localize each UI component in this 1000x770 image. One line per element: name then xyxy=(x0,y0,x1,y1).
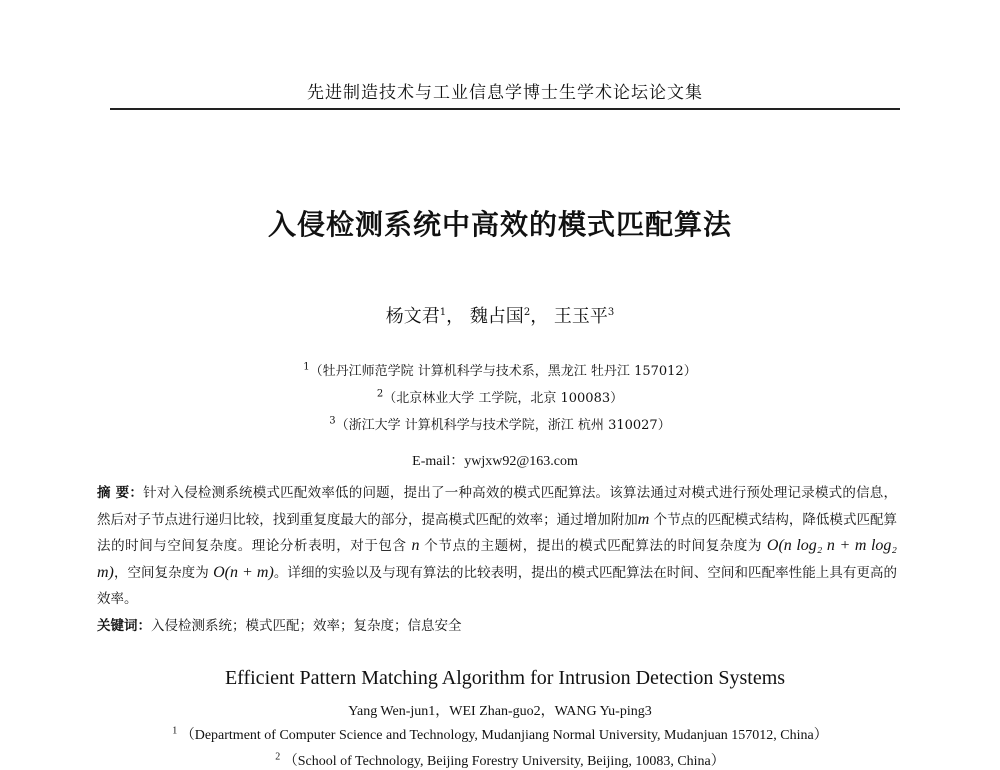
keywords xyxy=(97,614,897,634)
abstract xyxy=(97,480,897,613)
affiliation-mark: 2 xyxy=(275,751,281,763)
affiliation-text: （浙江大学 计算机科学与技术学院，浙江 杭州 310027） xyxy=(335,418,671,433)
author-list: 杨文君$^1$， 魏占国$^2$， 王玉平$^3$ xyxy=(385,306,615,327)
affiliation xyxy=(0,414,1000,433)
abstract-text: 个节点的主题树，提出的模式匹配算法的时间复杂度为 xyxy=(419,538,767,554)
abstract-text: ，空间复杂度为 xyxy=(113,564,214,581)
math-variable: m xyxy=(637,510,650,528)
math-variable: n xyxy=(411,537,420,554)
author-affiliation-mark: 1 xyxy=(439,307,447,318)
header-divider xyxy=(110,108,900,110)
keywords-text: 入侵检测系统；模式匹配；效率；复杂度；信息安全 xyxy=(151,618,462,634)
keywords-label: 关键词： xyxy=(97,618,151,634)
author-affiliation-mark: 3 xyxy=(607,307,615,318)
english-author-list: Yang Wen-jun1，WEI Zhan-guo2，WANG Yu-ping3 xyxy=(348,704,652,719)
affiliation-text: （牡丹江师范学院 计算机科学与技术系，黑龙江 牡丹江 157012） xyxy=(309,364,697,379)
author-name: 魏占国 xyxy=(469,306,524,327)
english-affiliation xyxy=(0,724,1000,744)
running-header: 先进制造技术与工业信息学博士生学术论坛论文集 xyxy=(307,83,703,103)
abstract-text: 。详细的实验以及与现有算法的比较表明，提出的模式匹配算法在时间、空间和匹配率性能上具有更高的效率。 xyxy=(97,564,898,607)
affiliation-mark: 3 xyxy=(329,415,336,427)
abstract-text: 个节点的匹配模式结构，降低模式匹配算法的时间与空间复杂度。理论分析表明，对于包含 xyxy=(97,511,898,554)
affiliation-mark: 2 xyxy=(376,388,384,400)
english-title: Efficient Pattern Matching Algorithm for Intrusion Detection Systems xyxy=(224,667,786,689)
time-complexity-formula: O(n log₂ n + m log₂ m) xyxy=(97,537,897,581)
author-affiliation-mark: 2 xyxy=(523,307,531,318)
affiliation-text: （北京林业大学 工学院，北京 100083） xyxy=(383,391,624,406)
affiliation xyxy=(0,387,1000,406)
affiliation-mark: 1 xyxy=(303,361,310,373)
affiliation-text: （Department of Computer Science and Technology, Mudanjiang Normal University, Mudanjuan 157012, China） xyxy=(180,728,828,743)
author-name: 王玉平 xyxy=(553,306,608,327)
affiliation-text: （School of Technology, Beijing Forestry University, Beijing, 10083, China） xyxy=(283,754,725,769)
space-complexity-formula: O(n + m) xyxy=(213,563,274,581)
paper-title: 入侵检测系统中高效的模式匹配算法 xyxy=(267,208,732,241)
contact-email[interactable]: E-mail：ywjxw92@163.com xyxy=(412,454,578,469)
abstract-text: 针对入侵检测系统模式匹配效率低的问题，提出了一种高效的模式匹配算法。该算法通过对模式进行预处理记录模式的信息，然后对子节点进行递归比较，找到重复度最大的部分，提高模式匹配的效率；通过增加附加 xyxy=(97,485,898,528)
affiliation-mark: 1 xyxy=(172,725,178,737)
author-name: 杨文君 xyxy=(385,306,440,327)
english-affiliation xyxy=(0,750,1000,770)
abstract-label: 摘 要： xyxy=(97,485,144,501)
affiliation xyxy=(0,360,1000,379)
